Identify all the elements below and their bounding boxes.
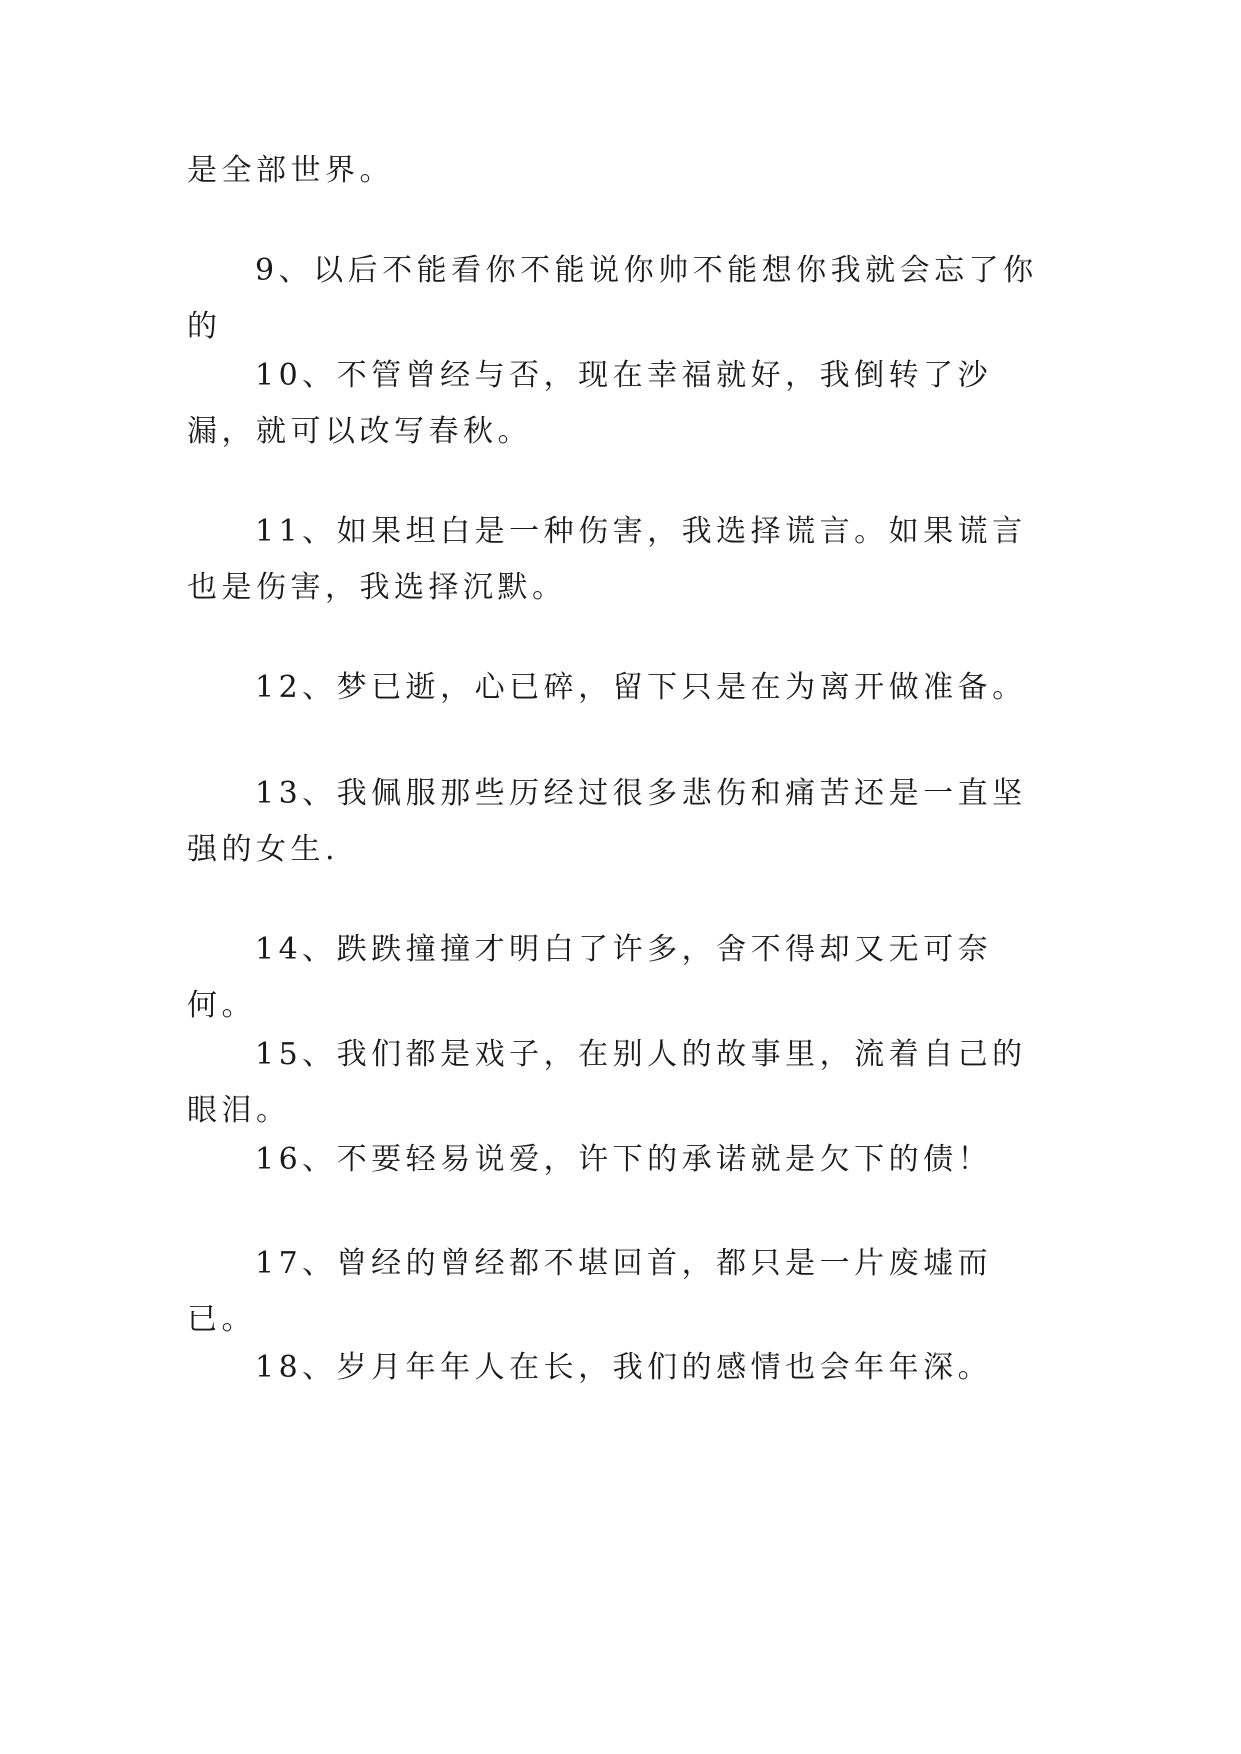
paragraph-item-13: 13、我佩服那些历经过很多悲伤和痛苦还是一直坚强的女生. [187, 776, 1027, 867]
paragraph-continuation: 是全部世界。 [187, 153, 394, 188]
paragraph-item-18: 18、岁月年年人在长，我们的感情也会年年深。 [255, 1350, 993, 1385]
paragraph-item-16: 16、不要轻易说爱，许下的承诺就是欠下的债！ [255, 1142, 993, 1177]
paragraph-item-14: 14、跌跌撞撞才明白了许多，舍不得却又无可奈何。 [187, 932, 993, 1023]
paragraph-item-15: 15、我们都是戏子，在别人的故事里，流着自己的眼泪。 [187, 1037, 1027, 1128]
paragraph-item-11: 11、如果坦白是一种伤害，我选择谎言。如果谎言也是伤害，我选择沉默。 [187, 514, 1027, 605]
paragraph-item-17: 17、曾经的曾经都不堪回首，都只是一片废墟而已。 [187, 1246, 993, 1337]
paragraph-item-10: 10、不管曾经与否，现在幸福就好，我倒转了沙漏，就可以改写春秋。 [187, 358, 993, 449]
paragraph-item-12: 12、梦已逝，心已碎，留下只是在为离开做准备。 [255, 670, 1027, 705]
paragraph-item-9: 9、以后不能看你不能说你帅不能想你我就会忘了你的 [187, 253, 1038, 344]
